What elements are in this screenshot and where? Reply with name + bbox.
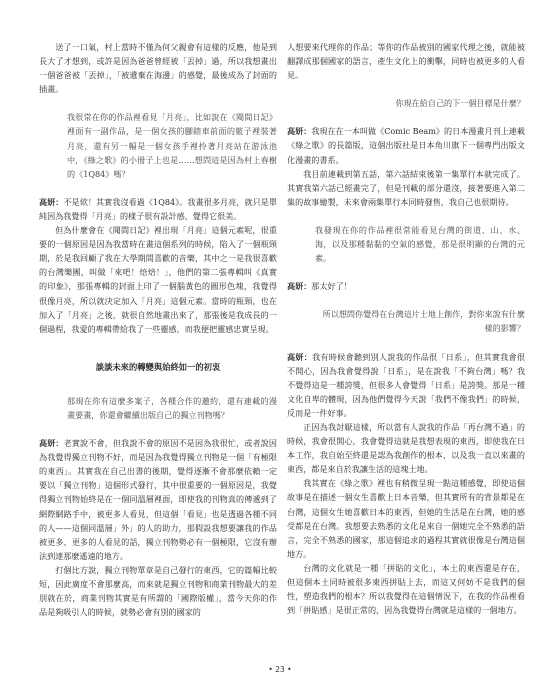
interview-question: 我發現在你的作品裡很常能看見台灣的街道、山、水、海，以及那種黏黏的空氣的感覺，那是很明顯的台灣的元素。 — [315, 224, 525, 264]
paragraph: 我其實在《綠之歌》裡也有稍微呈現一點這種感覺，即使這個故事是在描述一個女生喜歡上日本音樂，但其實所有的背景都是在台灣，這個女生她喜歡日本的東西，但她的生活是在台灣，她的感受都是在台灣。我想要去熟悉的文化是來自一個她完全不熟悉的語言，完全不熟悉的國家，那這個追求的過程其實就很像是台灣這個地方。 — [287, 478, 525, 559]
interview-answer — [39, 436, 277, 563]
answer-text: 那太好了！ — [311, 281, 352, 292]
answer-text: 我有時候會聽到別人說我的作品很「日系」，但其實我會很不開心，因為我會覺得說「日系」，是在說我「不夠台灣」嗎？我不覺得這是一種誇獎，但很多人會覺得「日系」是誇獎。那是一種文化自卑的體現，因為他們覺得今天說「我們不像我們」的時候，反而是一件好事。 — [287, 351, 525, 418]
page-number: • 23 • — [268, 665, 292, 674]
answer-text: 我現在在一本叫做《Comic Beam》的日本漫畫月刊上連載《綠之歌》的長篇版，這個出版社是日本角川旗下一個專門出版文化漫畫的書系。 — [287, 126, 525, 165]
paragraph: 人想要來代理你的作品；等你的作品被別的國家代理之後，就能被翻譯成那個國家的語言，產生文化上的衝擊，同時也被更多的人看見。 — [287, 42, 525, 81]
interview-question: 那現在你有這麼多案子，各種合作的邀約，還有連載的漫畫要畫，你還會繼續出版自己的獨立刊物嗎？ — [67, 395, 277, 420]
right-column — [287, 40, 525, 617]
speaker-name: 高妍： — [287, 126, 312, 137]
interview-answer — [39, 195, 277, 223]
paragraph: 送了一口氣，村上當時不僅為何父親會有這樣的反應，他是到長大了才想到，或許是因為爸爸曾經被「丟掉」過，所以我想畫出一個爸爸被「丟掉」，「被遺棄在海邊」的感覺，最後成為了封面的插畫。 — [39, 42, 277, 95]
speaker-name: 高妍： — [39, 438, 64, 449]
answer-text: 老實說不會，但我說不會的原因不是因為我很忙，或者說因為我覺得獨立刊物不好，而是因為我覺得獨立刊物是一個「有極限的東西」。其實我在自己出書的後期，覺得逐漸不會那麼依賴一定要以「獨立刊物」這個形式發行，其中很重要的一個原因是，我覺得獨立刊物始終是在一個同溫層裡面，即使我的刊物真的傳遞到了網際網路手中，被更多人看見，但這個「看見」也是透過各種不同的人——這個同溫層」外」的人的助力，那假設我想要讓我的作品被更多、更多的人看見的話，獨立刊物勢必有一個極限，它沒有辦法到達那麼遙遠的地方。 — [39, 438, 277, 561]
speaker-name: 高妍： — [287, 351, 313, 362]
interview-answer — [287, 279, 525, 293]
paragraph: 打個比方說，獨立刊物單章是自己發行的東西，它的篇幅比較短，因此廣度不會那麼高，而來就是獨立刊物和商業刊物最大的差別就在於，商業刊物其實是有所謂的「國際版權」，當今天你的作品是夠吸引人的時候，就勢必會有別的國家的 — [39, 564, 277, 618]
interview-answer — [287, 350, 525, 420]
paragraph: 正因為我討厭這樣，所以當有人說我的作品「再台灣不過」的時候，我會很開心，我會覺得這就是我想表現的東西，即使我在日本工作，我自始至終還是認為我創作的根本，以及我一直以來畫的東西，都是來自於我讓生活的這塊土地。 — [287, 421, 525, 475]
interview-answer — [287, 124, 525, 166]
left-column — [39, 40, 277, 619]
answer-text: 不是欸！其實我沒看過《1Q84》。我畫很多月亮，就只是單純因為我覺得「月亮」的樣子很有設計感，覺得它很美。 — [39, 196, 277, 221]
paragraph: 我目前連載到第五話，第六話結束後第一集單行本就完成了。其實我第六話已經畫完了，但是刊載的部分還沒，接著要進入第二集的故事繪製，未來會兩集單行本同時發售，我自己也很期待。 — [287, 168, 525, 207]
speaker-name: 高妍： — [39, 196, 64, 207]
section-heading: 談談未來的轉變與始終如一的初衷 — [95, 361, 221, 372]
interview-question: 我很常在你的作品裡看見「月亮」，比如說在《閱間日記》裡面有一副作品，是一個女孩的腳踏車前面的籃子裡裝著月亮，還有另一幅是一個女孩手裡拎著月亮站在游泳池中，《綠之歌》的小冊子上也是……想問這是因為村上春樹的《1Q84》嗎？ — [67, 112, 277, 179]
paragraph: 但為什麼會在《閱間日記》裡出現「月亮」這個元素呢，很重要的一個原因是因為我當時在畫這個系列的時候，陷入了一個瓶頸期，於是我回顧了我在大學期間喜歡的音樂，其中之一是我很喜歡的台灣樂團，叫做「來吧！焙焙！」，他們的第二張專輯叫《真實的印象》，那張專輯的封面上印了一個腦黃色的圓形色塊，我覺得很像月亮，所以就決定加入「月亮」這個元素。當時的瓶頸，也在加入了「月亮」之後，就很自然地畫出來了，那張後是我成長的一個過程，我愛的專輯帶給我了一些靈感，而我便把靈感忠實呈現。 — [39, 225, 277, 334]
speaker-name: 高妍： — [287, 281, 312, 292]
paragraph: 台灣的文化就是一種「拼貼的文化」，本土的東西還是存在，但這個本土同時被很多東西拼貼上去，而這又何妨不是我們的個性，塑造我們的根本？所以我覺得在這個情況下，在我的作品裡看到「拼貼感」是很正常的，因為我覺得台灣就是這樣的一個地方。 — [287, 562, 525, 616]
interview-question: 你現在給自己的下一個目標是什麼？ — [395, 98, 525, 109]
interview-question: 所以想問你覺得在台灣這片土地上創作，對你來說有什麼樣的影響？ — [322, 309, 525, 334]
